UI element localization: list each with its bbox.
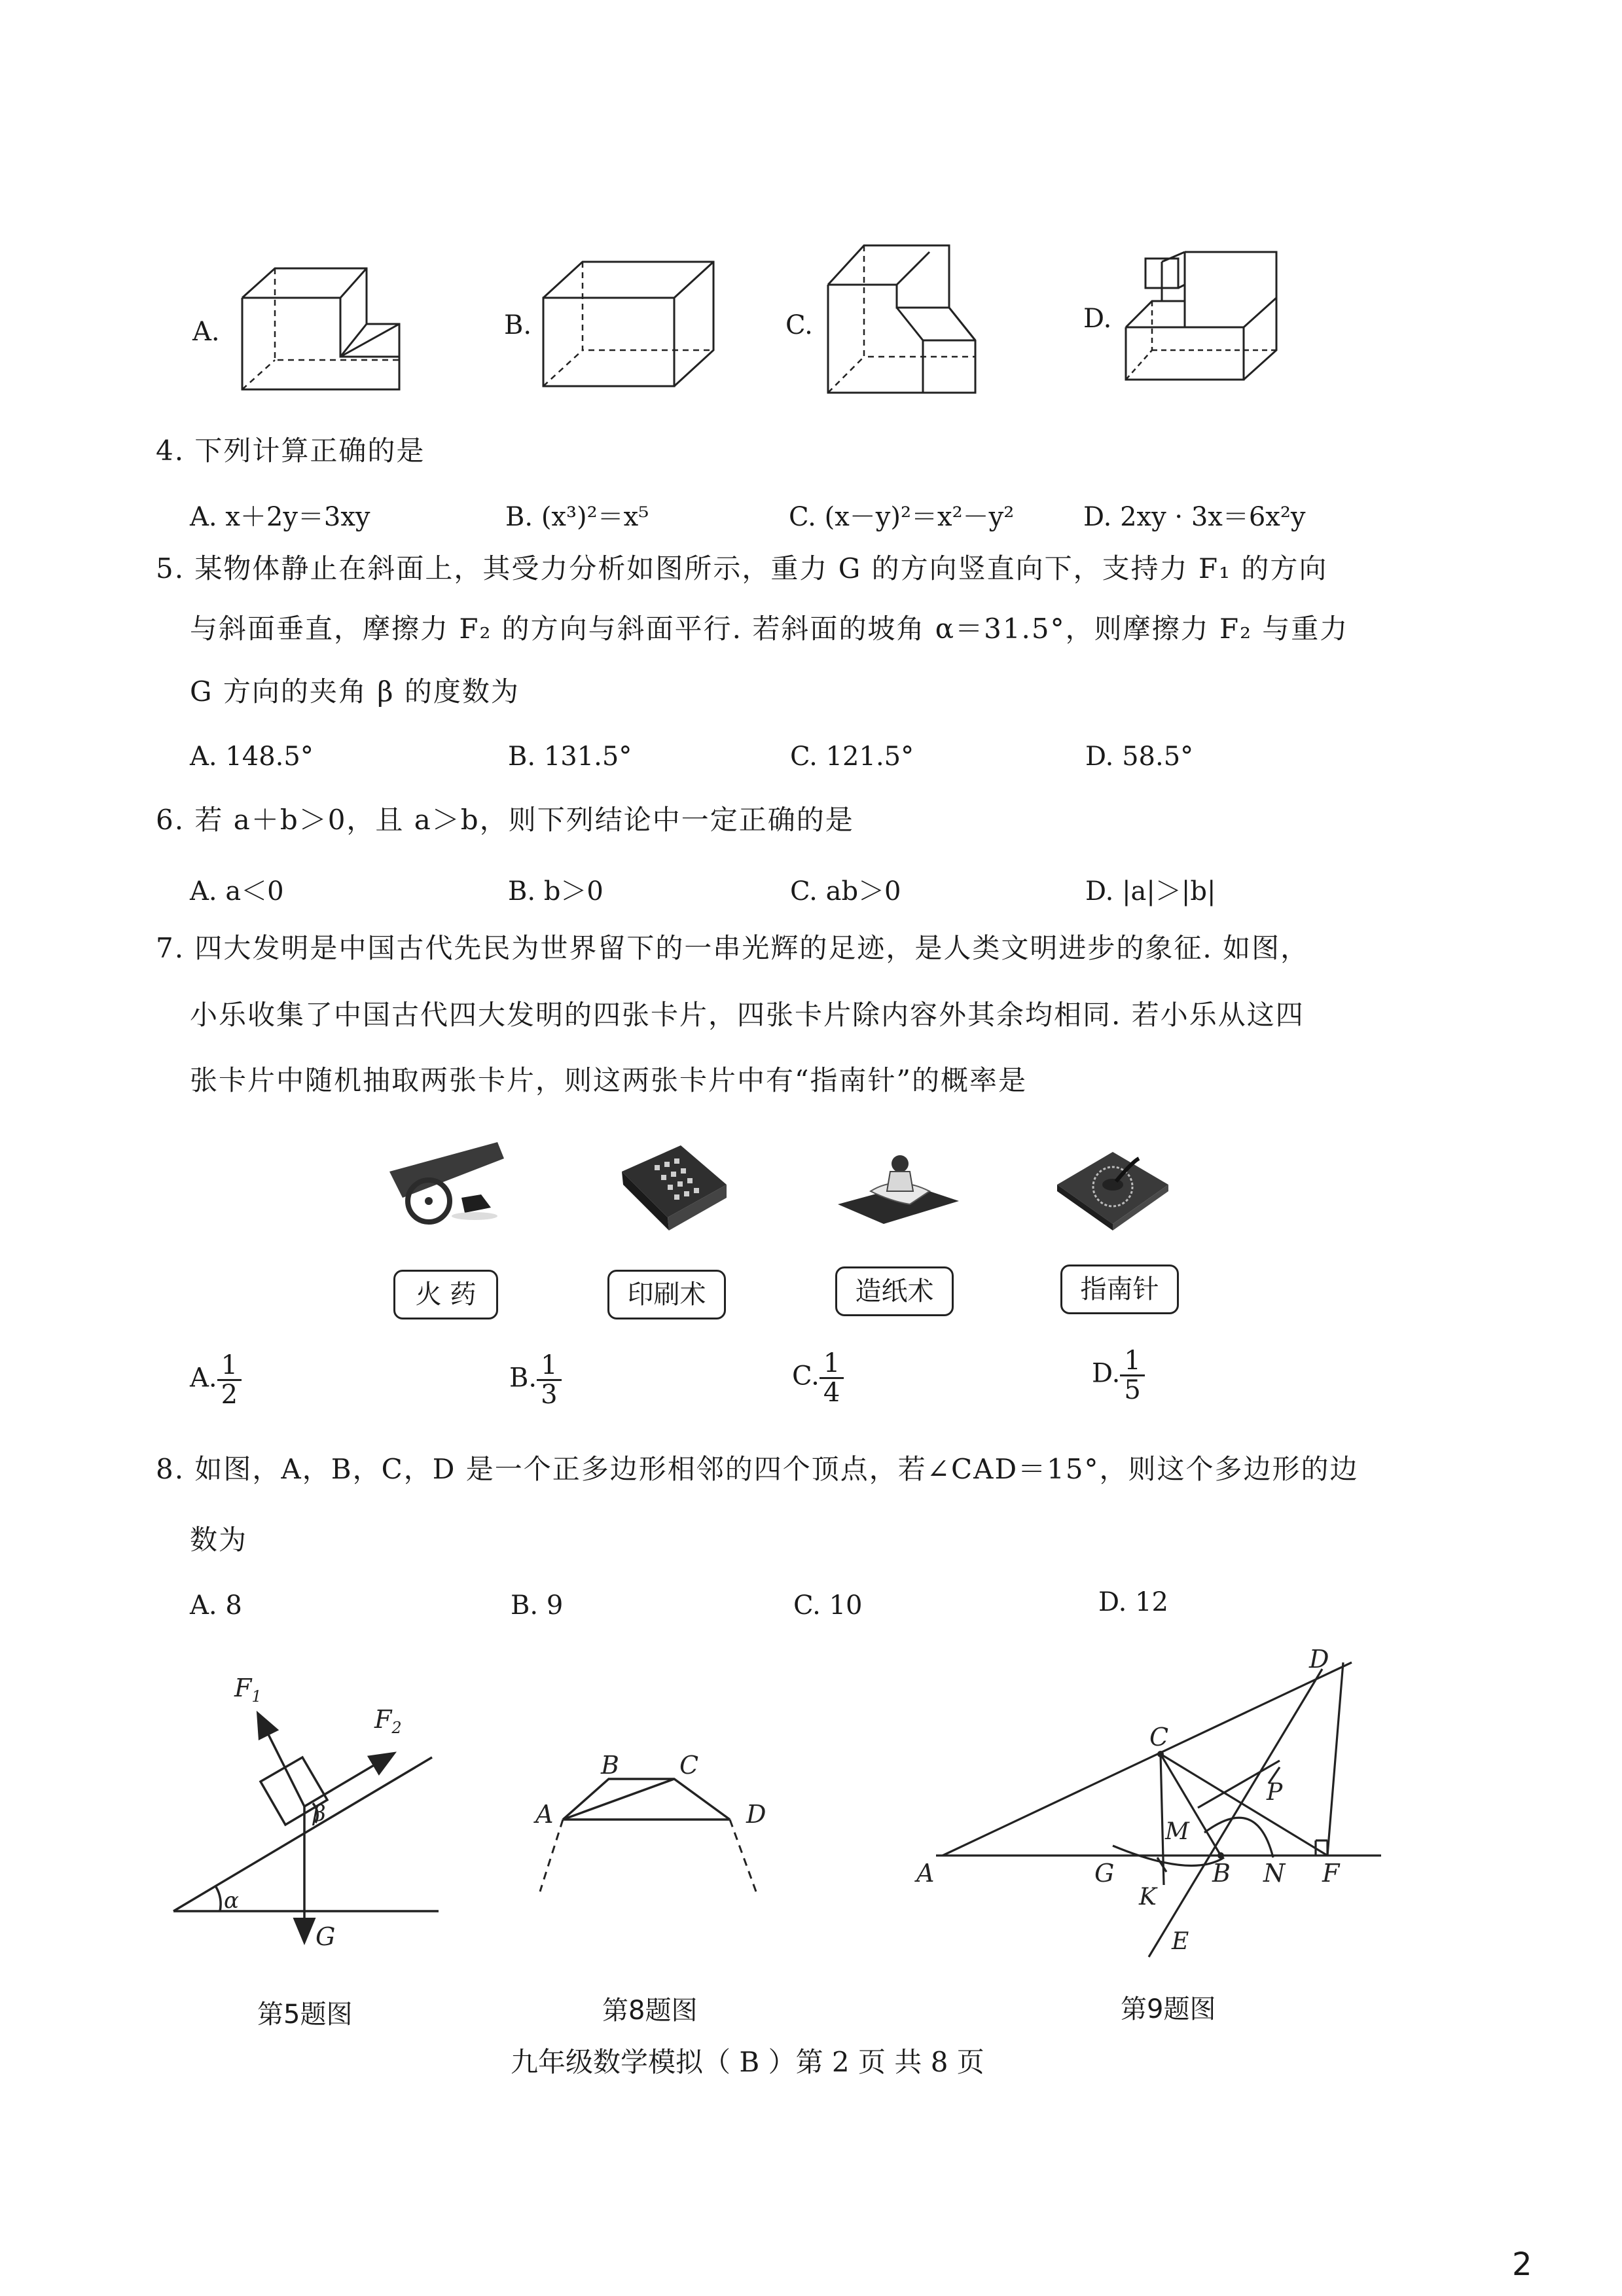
q3-figure-a	[236, 259, 412, 396]
page-number: 2	[1512, 2246, 1532, 2283]
card-papermaking: 造纸术	[835, 1266, 954, 1316]
q3-option-c-label: C.	[785, 310, 813, 340]
q4-stem: 4. 下列计算正确的是	[156, 435, 425, 467]
svg-text:F1: $F_1$	[234, 1674, 262, 1706]
figure-5	[164, 1662, 452, 1957]
q7-option-a: A. $\frac{1}{2}$	[190, 1352, 242, 1408]
q8-line-2: 数为	[190, 1524, 248, 1556]
figure-9-caption: 第9题图	[1121, 1994, 1216, 2024]
q7-c-denominator: 4	[823, 1378, 840, 1408]
q4-option-b: B. (x³)²＝x⁵	[505, 502, 649, 532]
q7-b-numerator: 1	[537, 1352, 561, 1381]
q8-option-d: D. 12	[1098, 1587, 1168, 1617]
q6-stem: 6. 若 a＋b＞0，且 a＞b，则下列结论中一定正确的是	[156, 804, 854, 836]
q5-line-1: 5. 某物体静止在斜面上，其受力分析如图所示，重力 G 的方向竖直向下，支持力 F₁ 的方向	[156, 552, 1328, 584]
q6-option-c: C. ab＞0	[790, 876, 901, 906]
q6-option-b: B. b＞0	[508, 876, 604, 906]
q3-option-b-label: B.	[504, 310, 532, 340]
q7-line-3: 张卡片中随机抽取两张卡片，则这两张卡片中有“指南针”的概率是	[190, 1064, 1027, 1096]
q3-figure-b	[537, 259, 720, 396]
q7-option-b: B. $\frac{1}{3}$	[509, 1352, 562, 1408]
svg-text:F2: $F_2$	[374, 1705, 402, 1737]
figure-8-caption: 第8题图	[602, 1996, 698, 2026]
fig9-g-label: G	[1094, 1859, 1115, 1888]
fig9-n-label: N	[1263, 1859, 1286, 1888]
q3-figure-c	[825, 236, 985, 399]
fig8-b-label: B	[601, 1751, 619, 1780]
card-printing: 印刷术	[607, 1270, 726, 1319]
q6-option-a: A. a＜0	[190, 876, 284, 906]
fig9-a-label: A	[916, 1859, 935, 1888]
q5-option-b: B. 131.5°	[508, 742, 632, 772]
figure-5-caption: 第5题图	[257, 2000, 353, 2030]
fig9-m-label: M	[1165, 1818, 1189, 1845]
q8-option-a: A. 8	[190, 1590, 242, 1621]
fig9-c-label: C	[1149, 1723, 1169, 1751]
card-compass: 指南针	[1060, 1265, 1179, 1314]
q5-line-2: 与斜面垂直，摩擦力 F₂ 的方向与斜面平行. 若斜面的坡角 α＝31.5°，则摩擦力 F₂ 与重力	[190, 613, 1349, 645]
q8-option-c: C. 10	[793, 1590, 863, 1621]
q5-option-d: D. 58.5°	[1085, 742, 1194, 772]
q5-line-3: G 方向的夹角 β 的度数为	[190, 675, 520, 708]
q7-option-c: C. $\frac{1}{4}$	[792, 1350, 844, 1407]
q7-line-2: 小乐收集了中国古代四大发明的四张卡片，四张卡片除内容外其余均相同. 若小乐从这四	[190, 999, 1305, 1031]
q7-d-denominator: 5	[1124, 1375, 1141, 1405]
fig8-c-label: C	[679, 1751, 699, 1780]
q7-a-denominator: 2	[221, 1380, 238, 1410]
q3-figure-d	[1123, 249, 1286, 386]
q4-option-c: C. (x－y)²＝x²－y²	[789, 502, 1015, 532]
gunpowder-cannon-image	[383, 1132, 507, 1230]
q5-option-c: C. 121.5°	[790, 742, 914, 772]
q7-option-d: D. $\frac{1}{5}$	[1092, 1347, 1145, 1404]
q8-line-1: 8. 如图，A，B，C，D 是一个正多边形相邻的四个顶点，若∠CAD＝15°，则这个多边形的边	[156, 1453, 1359, 1485]
printing-block-image	[609, 1139, 733, 1237]
card-gunpowder: 火 药	[393, 1270, 498, 1319]
q3-option-a-label: A.	[192, 317, 220, 347]
papermaking-image	[831, 1139, 962, 1230]
fig8-d-label: D	[746, 1800, 766, 1829]
q6-option-d: D. |a|＞|b|	[1085, 876, 1216, 906]
fig9-d-label: D	[1309, 1645, 1329, 1674]
fig5-beta-label: β	[313, 1801, 326, 1827]
q8-option-b: B. 9	[511, 1590, 564, 1621]
fig9-p-label: P	[1267, 1779, 1283, 1806]
fig5-alpha-label: α	[224, 1888, 239, 1914]
fig9-k-label: K	[1139, 1884, 1157, 1910]
q7-d-numerator: 1	[1120, 1347, 1144, 1376]
q5-option-a: A. 148.5°	[190, 742, 314, 772]
fig9-f-label: F	[1322, 1859, 1340, 1888]
q4-option-d: D. 2xy · 3x＝6x²y	[1083, 502, 1306, 532]
figure-8	[524, 1741, 792, 1905]
page-footer: 九年级数学模拟（ B ）第 2 页 共 8 页	[511, 2046, 984, 2078]
q7-a-numerator: 1	[217, 1352, 242, 1381]
figure-9	[916, 1645, 1401, 1977]
q4-option-a: A. x＋2y＝3xy	[190, 502, 370, 532]
fig9-b-label: B	[1212, 1859, 1231, 1888]
fig9-e-label: E	[1172, 1928, 1189, 1955]
q7-line-1: 7. 四大发明是中国古代先民为世界留下的一串光辉的足迹，是人类文明进步的象征. 如图，	[156, 932, 1310, 964]
fig5-g-label: G	[315, 1922, 336, 1951]
q3-option-d-label: D.	[1083, 304, 1112, 334]
compass-image	[1051, 1136, 1172, 1234]
q7-b-denominator: 3	[541, 1380, 558, 1410]
q7-c-numerator: 1	[820, 1350, 844, 1379]
fig8-a-label: A	[535, 1800, 554, 1829]
